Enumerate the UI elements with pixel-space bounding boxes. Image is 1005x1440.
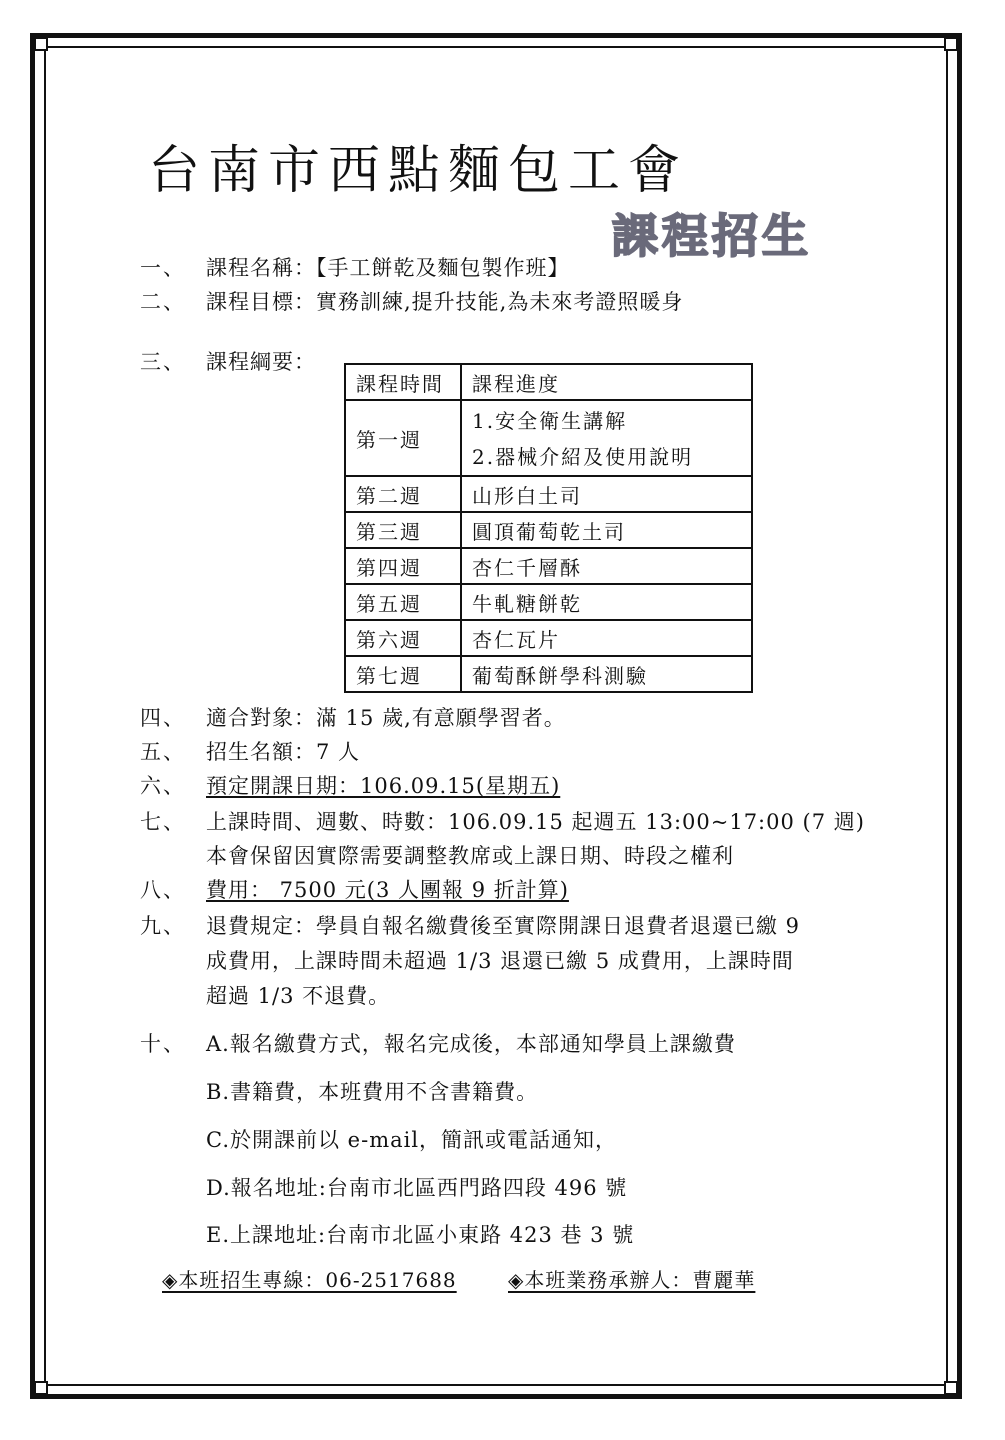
table-row xyxy=(345,620,752,656)
item-text: 課程名稱：【手工餅乾及麵包製作班】 xyxy=(206,256,570,280)
table-cell-content: 山形白土司 xyxy=(461,476,752,512)
contact-person: ◈本班業務承辦人：曹麗華 xyxy=(508,1268,756,1292)
table-cell-week: 第五週 xyxy=(345,584,461,620)
table-row xyxy=(345,584,752,620)
item-text: 課程綱要： xyxy=(206,350,316,374)
item-number: 十、 xyxy=(140,1032,186,1056)
item-text: 退費規定：學員自報名繳費後至實際開課日退費者退還已繳 9 xyxy=(206,914,801,938)
item-subpoint: E.上課地址:台南市北區小東路 423 巷 3 號 xyxy=(206,1223,635,1247)
course-schedule-table xyxy=(344,363,753,693)
table-row xyxy=(345,400,752,476)
table-header-time: 課程時間 xyxy=(345,364,461,400)
table-cell-content: 杏仁瓦片 xyxy=(461,620,752,656)
table-cell-content: 葡萄酥餅學科測驗 xyxy=(461,656,752,692)
table-cell-content: 杏仁千層酥 xyxy=(461,548,752,584)
item-text-continued: 超過 1/3 不退費。 xyxy=(206,984,391,1008)
content-line: 1.安全衛生講解 xyxy=(472,409,628,433)
table-cell-content: 圓頂葡萄乾土司 xyxy=(461,512,752,548)
item-text: 上課時間、週數、時數：106.09.15 起週五 13:00~17:00 (7 週) xyxy=(206,810,865,834)
corner-ornament-bl xyxy=(34,1381,48,1395)
table-row xyxy=(345,656,752,692)
item-text: 招生名額：7 人 xyxy=(206,740,361,764)
table-header-row xyxy=(345,364,752,400)
table-row xyxy=(345,548,752,584)
item-number: 六、 xyxy=(140,774,186,798)
item-number: 九、 xyxy=(140,914,186,938)
document-title: 台南市西點麵包工會 xyxy=(148,141,689,201)
content-line: 2.器械介紹及使用說明 xyxy=(472,445,694,469)
corner-ornament-tr xyxy=(944,37,958,51)
corner-ornament-br xyxy=(944,1381,958,1395)
table-cell-week: 第二週 xyxy=(345,476,461,512)
item-text: 適合對象：滿 15 歲,有意願學習者。 xyxy=(206,706,566,730)
table-header-progress: 課程進度 xyxy=(461,364,752,400)
item-text: A.報名繳費方式，報名完成後，本部通知學員上課繳費 xyxy=(206,1032,736,1056)
item-number: 五、 xyxy=(140,740,186,764)
table-row xyxy=(345,512,752,548)
table-cell-week: 第一週 xyxy=(345,400,461,476)
corner-ornament-tl xyxy=(34,37,48,51)
item-text-continued: 成費用，上課時間未超過 1/3 退還已繳 5 成費用，上課時間 xyxy=(206,949,794,973)
item-text: 預定開課日期：106.09.15(星期五) xyxy=(206,774,561,798)
enrollment-stamp: 課程招生 xyxy=(612,209,812,263)
item-text: 費用： 7500 元(3 人團報 9 折計算) xyxy=(206,878,569,902)
item-subpoint: D.報名地址:台南市北區西門路四段 496 號 xyxy=(206,1176,628,1200)
item-number: 二、 xyxy=(140,290,186,314)
item-number: 八、 xyxy=(140,878,186,902)
table-cell-content: 牛軋糖餅乾 xyxy=(461,584,752,620)
item-subpoint: C.於開課前以 e-mail，簡訊或電話通知， xyxy=(206,1128,618,1152)
item-text-continued: 本會保留因實際需要調整教席或上課日期、時段之權利 xyxy=(206,844,734,868)
table-cell-content xyxy=(461,400,752,476)
item-number: 一、 xyxy=(140,256,186,280)
item-number: 三、 xyxy=(140,350,186,374)
item-number: 四、 xyxy=(140,706,186,730)
table-row xyxy=(345,476,752,512)
table-cell-week: 第三週 xyxy=(345,512,461,548)
table-cell-week: 第六週 xyxy=(345,620,461,656)
item-text: 課程目標：實務訓練,提升技能,為未來考證照暖身 xyxy=(206,290,684,314)
table-cell-week: 第四週 xyxy=(345,548,461,584)
enrollment-hotline: ◈本班招生專線：06-2517688 xyxy=(162,1268,457,1292)
table-cell-week: 第七週 xyxy=(345,656,461,692)
item-number: 七、 xyxy=(140,810,186,834)
item-subpoint: B.書籍費，本班費用不含書籍費。 xyxy=(206,1080,539,1104)
